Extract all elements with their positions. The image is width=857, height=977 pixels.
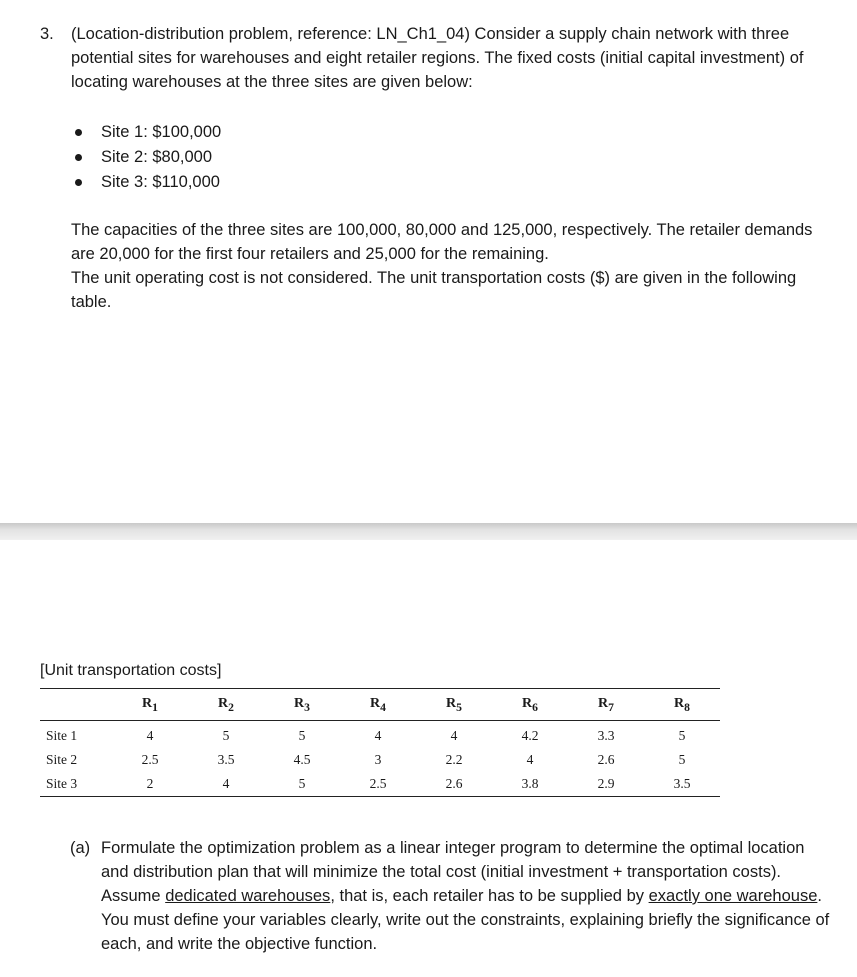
table-cell: 4 <box>374 728 382 743</box>
table-cell: 2.6 <box>597 752 615 767</box>
column-header: $R_7$ <box>598 695 614 714</box>
part-a-body: Formulate the optimization problem as a linear integer program to determine the optimal location and distribution plan that will minimize the total cost (initial investment + transportation costs). Assume dedicated warehouses, that is, each retailer has to be supplied by exactly one warehouse. You must define your variables clearly, write out the constraints, explaining briefly the significance of each, and write the objective function. <box>101 839 830 953</box>
fixed-cost-list <box>71 120 221 195</box>
column-header: $R_5$ <box>446 695 462 714</box>
table-cell: 2.6 <box>445 776 463 791</box>
table-cell: 3.8 <box>521 776 539 791</box>
question-number: 3. <box>40 25 54 43</box>
table-cell: 2.5 <box>141 752 159 767</box>
table-caption: [Unit transportation costs] <box>40 662 222 679</box>
underlined-term: dedicated warehouses <box>165 887 331 905</box>
row-label: Site 3 <box>46 776 78 791</box>
table-cell: 2.5 <box>369 776 387 791</box>
list-item: Site 2: $80,000 <box>71 145 221 170</box>
table-rule-bottom <box>40 796 720 797</box>
table-row <box>40 721 720 748</box>
column-header: $R_1$ <box>142 695 158 714</box>
part-a-label: (a) <box>70 839 91 857</box>
table-cell: 3 <box>374 752 382 767</box>
part-a-question <box>70 836 830 956</box>
table-cell: 4.5 <box>293 752 311 767</box>
header-corner <box>40 689 112 720</box>
table-cell: 2.2 <box>445 752 463 767</box>
cost-table <box>40 689 720 720</box>
table-cell: 4 <box>222 776 230 791</box>
table-cell: 5 <box>298 728 306 743</box>
column-header: $R_3$ <box>294 695 310 714</box>
cost-table-body <box>40 721 720 796</box>
table-row <box>40 772 720 796</box>
page-divider <box>0 523 857 540</box>
column-header: $R_8$ <box>674 695 690 714</box>
underlined-term: exactly one warehouse <box>648 887 818 905</box>
table-cell: 4 <box>450 728 458 743</box>
list-item: Site 1: $100,000 <box>71 120 221 145</box>
table-cell: 4 <box>146 728 154 743</box>
question-intro: (Location-distribution problem, reference: LN_Ch1_04) Consider a supply chain network with three potential sites for warehouses and eight retailer regions. The fixed costs (initial capital investment) of locating warehouses at the three sites are given below: <box>71 25 804 91</box>
table-cell: 4.2 <box>521 728 539 743</box>
row-label: Site 2 <box>46 752 78 767</box>
column-header: $R_6$ <box>522 695 538 714</box>
list-item: Site 3: $110,000 <box>71 170 221 195</box>
cost-paragraph: The unit operating cost is not considered. The unit transportation costs ($) are given in the following table. <box>71 269 797 311</box>
table-cell: 3.3 <box>597 728 615 743</box>
transport-cost-table <box>40 688 720 797</box>
table-cell: 3.5 <box>673 776 691 791</box>
capacity-paragraph: The capacities of the three sites are 100,000, 80,000 and 125,000, respectively. The retailer demands are 20,000 for the first four retailers and 25,000 for the remaining. <box>71 221 813 263</box>
table-cell: 2.9 <box>597 776 615 791</box>
table-cell: 2 <box>146 776 154 791</box>
column-header: $R_4$ <box>370 695 386 714</box>
table-cell: 3.5 <box>217 752 235 767</box>
table-row <box>40 748 720 772</box>
table-cell: 5 <box>678 728 686 743</box>
column-header: $R_2$ <box>218 695 234 714</box>
row-label: Site 1 <box>46 728 78 743</box>
table-header-row <box>40 689 720 720</box>
table-cell: 5 <box>298 776 306 791</box>
table-cell: 4 <box>526 752 534 767</box>
table-cell: 5 <box>222 728 230 743</box>
table-cell: 5 <box>678 752 686 767</box>
